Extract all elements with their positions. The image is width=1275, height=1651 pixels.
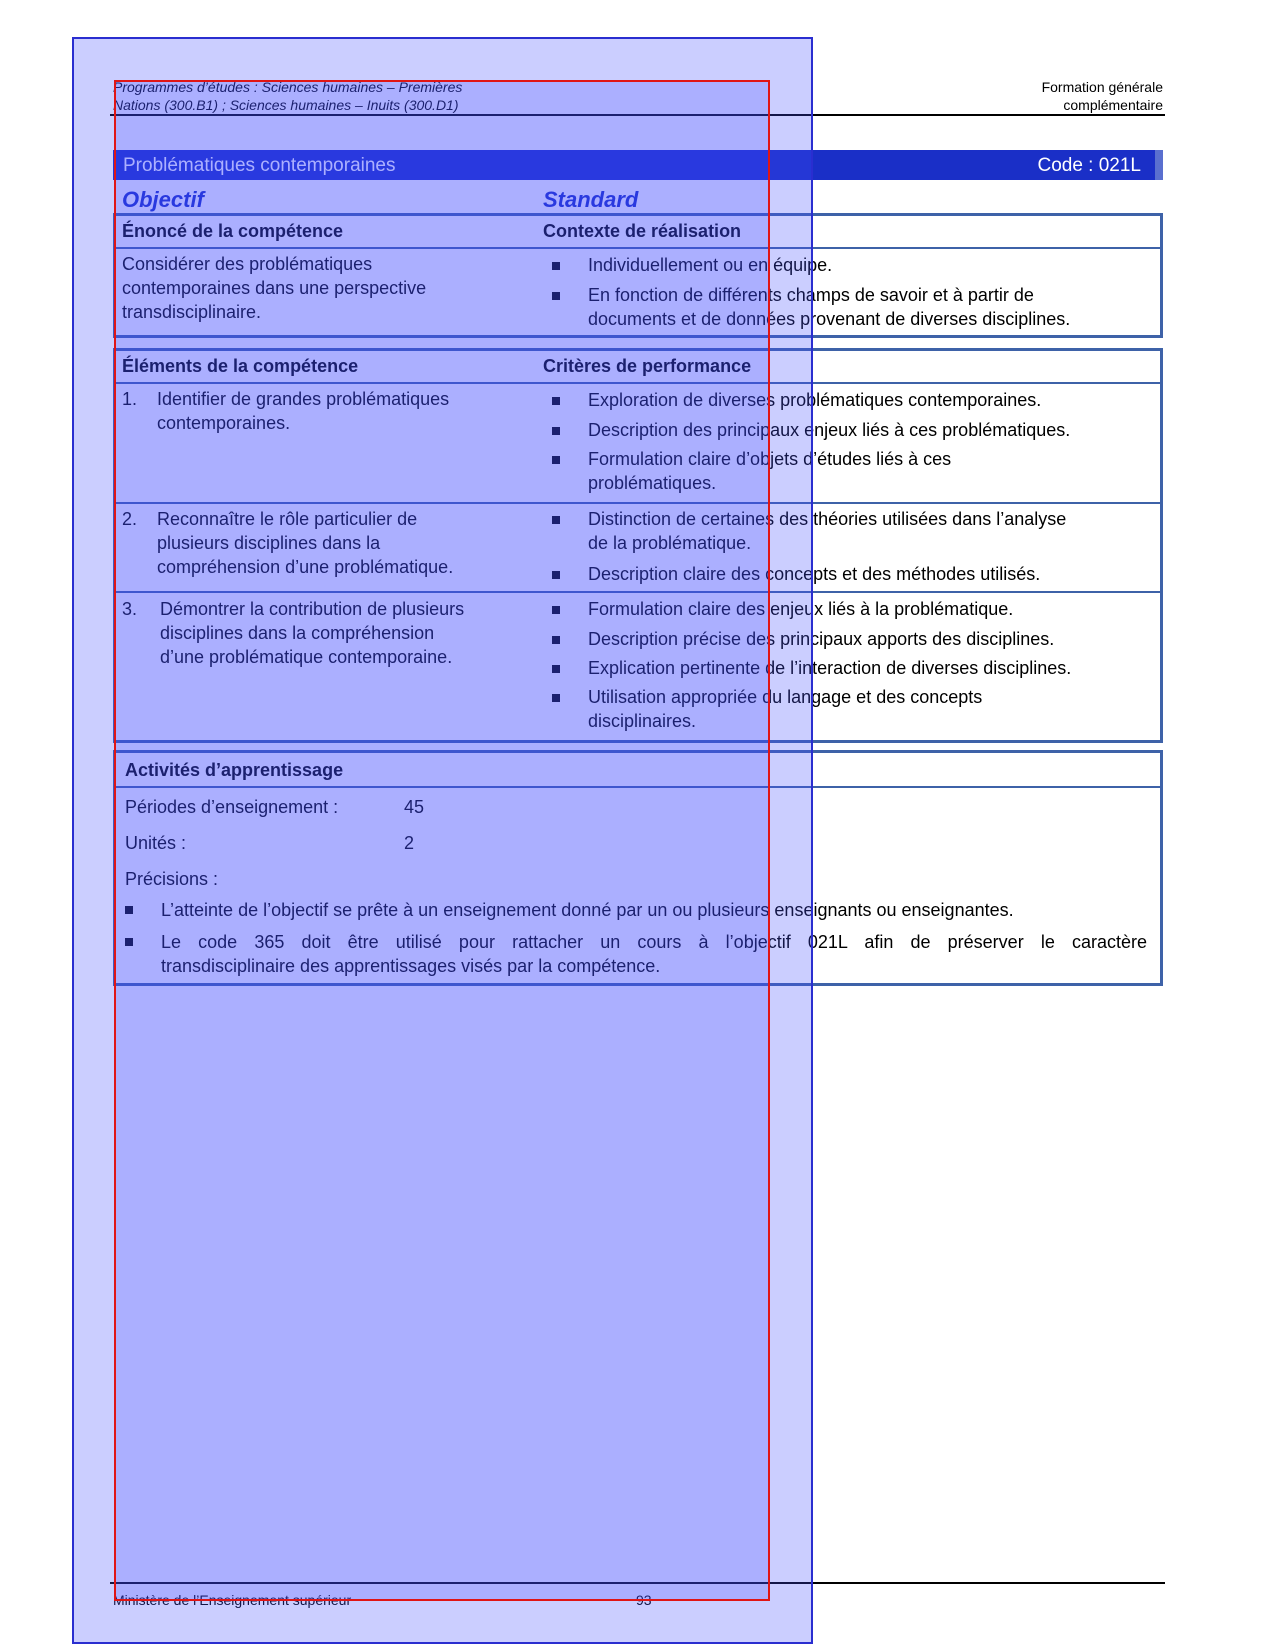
periodes-label: Périodes d’enseignement : (125, 797, 339, 817)
header-program-line-1: Programmes d’études : Sciences humaines – Premières (113, 79, 463, 95)
objective-code: Code : 021L (1037, 155, 1141, 176)
element-number-2: 2. (122, 509, 138, 529)
critere-3-3: Explication pertinente de l’interaction de diverses disciplines. (588, 658, 1072, 678)
enonce-line-3: transdisciplinaire. (122, 302, 262, 322)
critere-2-1-line-1: Distinction de certaines des théories utilisées dans l’analyse (588, 509, 1067, 529)
precision-2-line-2: transdisciplinaire des apprentissages visés par la compétence. (161, 956, 661, 976)
precisions-label: Précisions : (125, 869, 219, 889)
critere-1-3-line-2: problématiques. (588, 473, 717, 493)
periodes-value: 45 (404, 797, 425, 817)
critere-3-2: Description précise des principaux apports des disciplines. (588, 629, 1055, 649)
element-1-line-2: contemporaines. (157, 413, 291, 433)
elements-label: Éléments de la compétence (122, 356, 359, 376)
critere-3-4-line-1: Utilisation appropriée du langage et des concepts (588, 687, 983, 707)
selection-overlay-inner (114, 80, 770, 1601)
activites-label: Activités d’apprentissage (125, 760, 344, 780)
unites-label: Unités : (125, 833, 187, 853)
header-program-line-2: Nations (300.B1) ; Sciences humaines – Inuits (300.D1) (113, 97, 459, 113)
element-2-line-2: plusieurs disciplines dans la (157, 533, 381, 553)
element-3-line-1: Démontrer la contribution de plusieurs (160, 599, 465, 619)
critere-1-2: Description des principaux enjeux liés à ces problématiques. (588, 420, 1071, 440)
header-formation-line-2: complémentaire (1063, 97, 1163, 113)
unites-value: 2 (404, 833, 415, 853)
critere-2-1-line-2: de la problématique. (588, 533, 752, 553)
precision-1: L’atteinte de l’objectif se prête à un enseignement donné par un ou plusieurs enseignants ou enseignantes. (161, 900, 1014, 920)
page-number: 93 (636, 1592, 652, 1608)
critere-1-1: Exploration de diverses problématiques contemporaines. (588, 390, 1042, 410)
page-title: Problématiques contemporaines (123, 155, 396, 176)
enonce-line-2: contemporaines dans une perspective (122, 278, 427, 298)
contexte-item-2-line-2: documents et de données provenant de diverses disciplines. (588, 309, 1071, 329)
element-2-line-1: Reconnaître le rôle particulier de (157, 509, 418, 529)
critere-3-1: Formulation claire des enjeux liés à la problématique. (588, 599, 1014, 619)
element-number-1: 1. (122, 389, 138, 409)
critere-2-2: Description claire des concepts et des méthodes utilisés. (588, 564, 1041, 584)
contexte-item-1: Individuellement ou en équipe. (588, 255, 833, 275)
element-2-line-3: compréhension d’une problématique. (157, 557, 454, 577)
element-3-line-3: d’une problématique contemporaine. (160, 647, 453, 667)
contexte-item-2-line-1: En fonction de différents champs de savoir et à partir de (588, 285, 1034, 305)
critere-1-3-line-1: Formulation claire d’objets d’études liés à ces (588, 449, 952, 469)
footer-ministry: Ministère de l’Enseignement supérieur (113, 1592, 352, 1608)
enonce-label: Énoncé de la compétence (122, 221, 344, 241)
critere-3-4-line-2: disciplinaires. (588, 711, 697, 731)
contexte-label: Contexte de réalisation (543, 221, 742, 241)
standard-heading: Standard (543, 187, 639, 212)
criteres-label: Critères de performance (543, 356, 752, 376)
element-1-line-1: Identifier de grandes problématiques (157, 389, 450, 409)
element-3-line-2: disciplines dans la compréhension (160, 623, 435, 643)
precision-2-line-1: Le code 365 doit être utilisé pour rattacher un cours à l’objectif 021L afin de préserver le caractère (161, 932, 1147, 952)
element-number-3: 3. (122, 599, 138, 619)
objectif-heading: Objectif (122, 187, 204, 212)
header-formation-line-1: Formation générale (1041, 79, 1163, 95)
enonce-line-1: Considérer des problématiques (122, 254, 373, 274)
